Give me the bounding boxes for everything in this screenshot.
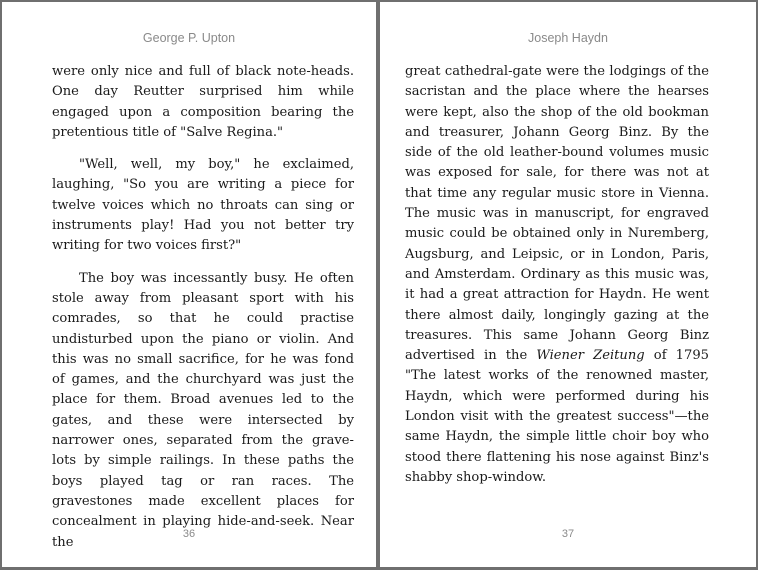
page-number: 36 <box>182 528 196 540</box>
paragraph-text: great cathedral-gate were the lodgings of the sacristan and the place where the hearses were kept, also the shop of the old bookman and treasurer, Johann Georg Binz. By the side of the old leather-bound volumes music was exposed for sale, for there was not at that time any regular music store in Vienna. The music was in manuscript, for engraved music could be obtained only in Nuremberg, Augsburg, and Leipsic, or in London, Paris, and Amsterdam. Ordinary as this music was, it had a great attraction for Haydn. He went there almost daily, longingly gazing at the treasures. This same Johann Georg Binz advertised in the <box>405 64 709 364</box>
page-text <box>405 62 709 500</box>
paragraph-text: of 1795 "The latest works of the renowned master, Haydn, which were performed during his London visit with the greatest success"—the same Haydn, the simple little choir boy who stood there flattening his nose against Binz's shabby shop-window. <box>405 348 709 485</box>
newspaper-title: Wiener Zeitung <box>536 348 645 364</box>
paragraph: were only nice and full of black note-heads. One day Reutter surprised him while engaged upon a composition bearing the pretentious title of "Salve Regina." <box>52 64 354 140</box>
paragraph <box>405 62 709 488</box>
running-header-title: Joseph Haydn <box>528 31 608 45</box>
paragraph: The boy was incessantly busy. He often stole away from pleasant sport with his comrades, so that he could practise undisturbed upon the piano or violin. And this was no small sacrifice, for he was fond of games, and the churchyard was just the place for them. Broad avenues led to the gates, and these were intersected by narrower ones, separated from the grave-lots by simple railings. In these paths the boys played tag or ran races. The gravestones made excellent places for concealment in playing hide-and-seek. Near the <box>52 270 354 550</box>
right-page[interactable] <box>380 2 756 567</box>
paragraph: "Well, well, my boy," he exclaimed, laughing, "So you are writing a piece for twelve voices which no throats can sing or instruments play! Had you not better try writing for two voices first?" <box>52 157 354 254</box>
page-text <box>52 62 354 565</box>
page-number: 37 <box>561 528 575 540</box>
running-header-author: George P. Upton <box>142 31 236 45</box>
left-page[interactable] <box>2 2 376 567</box>
